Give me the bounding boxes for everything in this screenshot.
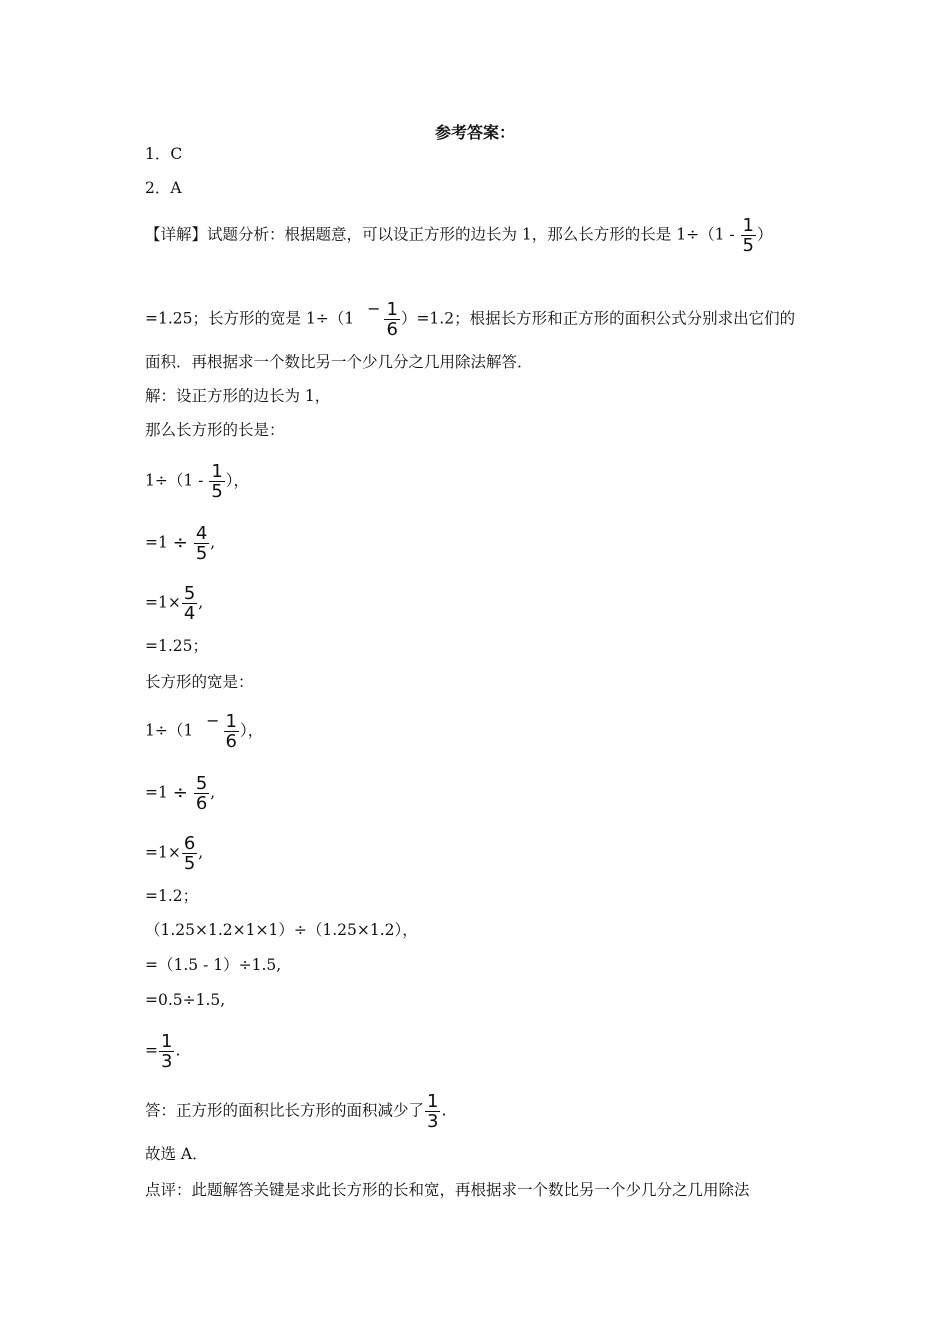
divide-sign: ÷: [172, 782, 188, 804]
comment-line: 点评：此题解答关键是求此长方形的长和宽，再根据求一个数比另一个少几分之几用除法: [145, 1181, 750, 1199]
answer-1: 1．C: [145, 145, 183, 163]
step-area-3: =0.5÷1.5,: [145, 991, 226, 1009]
step-area-result: = $\frac{1}{3}$ .: [145, 1031, 181, 1072]
detail-line-2: [145, 300, 795, 339]
step-length-1: 1÷（1 - $\frac{1}{5}$ ），: [145, 461, 250, 502]
fraction-five-fourths: $\frac{5}{4}$: [183, 583, 196, 624]
fraction-four-fifths: $\frac{4}{5}$: [195, 523, 208, 564]
detail-line-1: [145, 216, 773, 255]
length-heading: 那么长方形的长是：: [145, 421, 285, 439]
minus-sign: −: [206, 710, 220, 730]
answer-2: 2．A: [145, 179, 182, 197]
detail-line-3: 面积．再根据求一个数比另一个少几分之几用除法解答．: [145, 353, 533, 371]
minus-sign: −: [367, 298, 381, 318]
final-answer: 答：正方形的面积比长方形的面积减少了 $\frac{1}{3}$ .: [145, 1091, 447, 1132]
step-length-result: =1.25；: [145, 637, 208, 655]
detail-text: ）=1.2；根据长方形和正方形的面积公式分别求出它们的: [400, 309, 796, 328]
detail-text: =1.25；长方形的宽是 1÷（1: [145, 309, 360, 328]
fraction-one-fifth: $\frac{1}{5}$: [211, 461, 223, 502]
step-length-3: =1× $\frac{5}{4}$ ,: [145, 583, 204, 624]
step-area-1: （1.25×1.2×1×1）÷（1.25×1.2），: [145, 921, 418, 939]
fraction-one-third: $\frac{1}{3}$: [161, 1031, 173, 1072]
step-width-result: =1.2；: [145, 887, 199, 905]
fraction-one-sixth: $\frac{1}{6}$: [386, 299, 398, 340]
solution-intro: 解：设正方形的边长为 1，: [145, 387, 331, 405]
divide-sign: ÷: [172, 532, 188, 554]
width-heading: 长方形的宽是：: [145, 673, 254, 691]
page-title: 参考答案：: [434, 123, 515, 142]
step-length-2: =1 ÷ $\frac{4}{5}$ ,: [145, 523, 216, 564]
minus-sign: -: [729, 225, 735, 244]
step-width-1: 1÷（1 − $\frac{1}{6}$ ），: [145, 710, 264, 752]
paren-close: ）: [757, 225, 773, 244]
step-area-2: =（1.5 - 1）÷1.5,: [145, 956, 282, 974]
step-width-3: =1× $\frac{6}{5}$ ,: [145, 833, 204, 874]
fraction-six-fifths: $\frac{6}{5}$: [183, 833, 196, 874]
fraction-five-sixths: $\frac{5}{6}$: [195, 773, 208, 814]
choice-line: 故选 A．: [145, 1145, 208, 1163]
fraction-one-sixth: $\frac{1}{6}$: [225, 711, 237, 752]
step-width-2: =1 ÷ $\frac{5}{6}$ ,: [145, 773, 216, 814]
fraction-one-third: $\frac{1}{3}$: [427, 1091, 439, 1132]
fraction-one-fifth: $\frac{1}{5}$: [742, 215, 754, 256]
detail-text: 【详解】试题分析：根据题意，可以设正方形的边长为 1，那么长方形的长是 1÷（1: [145, 225, 730, 244]
